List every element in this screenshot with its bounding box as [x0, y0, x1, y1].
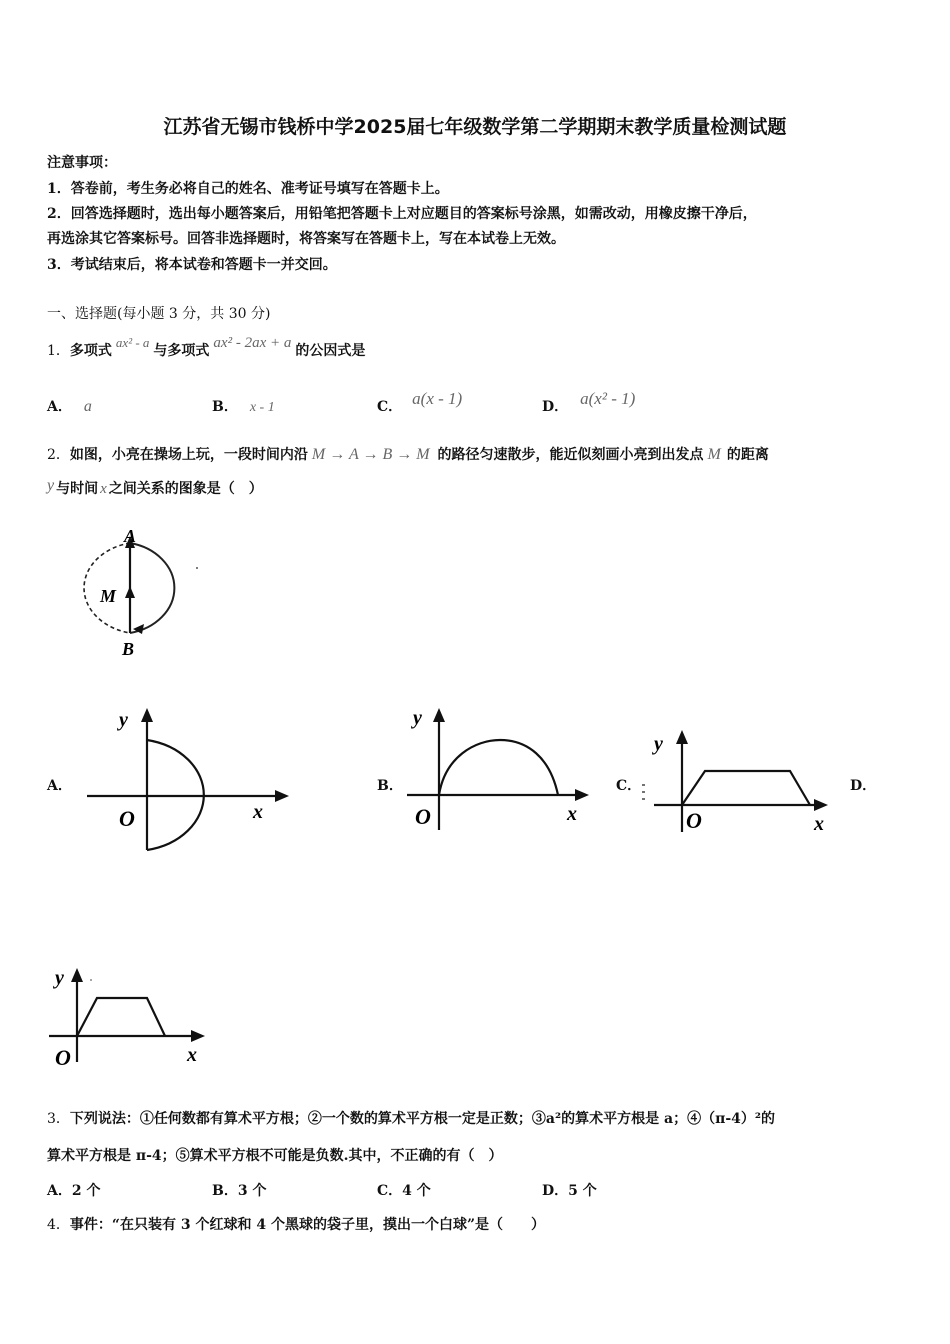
arch-curve [439, 740, 558, 795]
question-text: 之间关系的图象是（ ） [108, 481, 263, 497]
option-value: a(x² - 1) [580, 389, 636, 408]
question-text: 与多项式 [153, 343, 210, 359]
option-label: B． [212, 399, 238, 415]
x-axis-arrow-icon [575, 789, 589, 801]
option-label: D． [542, 1183, 569, 1199]
option-label: D． [542, 399, 569, 415]
notice-heading: 注意事项： [47, 155, 117, 171]
question-1 [47, 335, 366, 360]
question-text: 事件：“在只装有 3 个红球和 4 个黑球的袋子里，摸出一个白球”是（ ） [69, 1217, 546, 1233]
y-axis-label: y [654, 733, 663, 755]
dot-mark [90, 979, 92, 981]
option-b[interactable] [212, 396, 275, 416]
option-value: x - 1 [249, 400, 275, 415]
notice-item: 3．考试结束后，将本试卷和答题卡一并交回。 [47, 257, 337, 273]
arrow-up-icon [125, 586, 135, 598]
trapezoid-line [682, 771, 810, 805]
option-value: 4 个 [402, 1183, 431, 1199]
option-label: A． [47, 399, 72, 415]
math-expression: ax² - 2ax + a [213, 335, 292, 351]
option-c[interactable] [377, 389, 463, 416]
option-d[interactable] [542, 1180, 597, 1200]
question-text: 与时间 [56, 481, 99, 497]
notice-item: 2．回答选择题时，选出每小题答案后，用铅笔把答题卡上对应题目的答案标号涂黑，如需改动，用橡皮擦干净后， [47, 206, 757, 222]
graph-d[interactable] [45, 962, 215, 1070]
question-3-line2: 算术平方根是 π-4；⑤算术平方根不可能是负数.其中，不正确的有（ ） [47, 1148, 503, 1164]
origin-label: O [119, 806, 135, 831]
question-text: 的路径匀速散步，能近似刻画小亮到出发点 [437, 447, 704, 463]
graph-c[interactable] [640, 724, 840, 836]
x-axis-label: x [187, 1044, 197, 1066]
y-axis-label: y [55, 967, 64, 989]
option-value: 5 个 [568, 1183, 597, 1199]
dot-mark [196, 567, 198, 569]
x-axis-label: x [814, 813, 824, 835]
x-axis-label: x [253, 801, 263, 823]
variable-x: x [100, 481, 107, 497]
option-a[interactable]: A． [47, 778, 72, 794]
option-c[interactable] [377, 1180, 431, 1200]
x-axis-arrow-icon [191, 1030, 205, 1042]
question-number: 4． [47, 1217, 70, 1233]
option-label: B． [212, 1183, 238, 1199]
question-text: 下列说法：①任何数都有算术平方根；②一个数的算术平方根一定是正数；③a²的算术平方根是 a；④（π-4）²的 [69, 1111, 775, 1127]
x-axis-label: x [567, 803, 577, 825]
point-label: M [707, 446, 721, 463]
question-text: 如图，小亮在操场上玩，一段时间内沿 [69, 447, 308, 463]
option-label: A． [47, 1183, 72, 1199]
option-label: C． [377, 399, 403, 415]
question-text: 的距离 [726, 447, 769, 463]
x-axis-arrow-icon [275, 790, 289, 802]
option-d[interactable]: D． [850, 778, 877, 794]
option-a[interactable] [47, 396, 92, 416]
question-number: 3． [47, 1111, 70, 1127]
question-3 [47, 1108, 775, 1128]
variable-y: y [47, 477, 55, 494]
solid-arc [130, 543, 174, 633]
origin-label: O [686, 808, 702, 833]
question-number: 2． [47, 447, 70, 463]
question-2 [47, 444, 769, 464]
option-d[interactable] [542, 389, 636, 416]
section-heading: 一、选择题(每小题 3 分，共 30 分) [47, 306, 271, 322]
option-value: 3 个 [237, 1183, 267, 1199]
point-a-label: A [124, 528, 137, 546]
question-text: 多项式 [69, 343, 112, 359]
option-b[interactable] [212, 1180, 266, 1200]
option-value: a [83, 398, 92, 415]
question-2-line2 [47, 478, 263, 498]
graph-a[interactable] [85, 702, 295, 852]
y-axis-arrow-icon [676, 730, 688, 744]
point-b-label: B [122, 639, 135, 659]
notice-item: 再选涂其它答案标号。回答非选择题时，将答案写在答题卡上，写在本试卷上无效。 [47, 231, 565, 247]
trapezoid-line [77, 998, 165, 1036]
question-4 [47, 1214, 545, 1234]
point-m-label: M [100, 586, 117, 606]
origin-label: O [415, 804, 431, 829]
option-value: 2 个 [71, 1183, 101, 1199]
option-c[interactable]: C． [616, 778, 642, 794]
x-axis-arrow-icon [814, 799, 828, 811]
y-axis-label: y [119, 709, 128, 731]
math-expression: ax² - a [115, 335, 150, 350]
option-a[interactable] [47, 1180, 101, 1200]
option-b[interactable]: B． [377, 778, 403, 794]
origin-label: O [55, 1045, 71, 1070]
y-axis-arrow-icon [141, 708, 153, 722]
path-expression: M → A → B → M [311, 446, 430, 463]
y-axis-arrow-icon [433, 708, 445, 722]
path-figure [60, 528, 210, 660]
question-text: 的公因式是 [295, 343, 366, 359]
option-value: a(x - 1) [412, 389, 463, 408]
y-axis-arrow-icon [71, 968, 83, 982]
page-title: 江苏省无锡市钱桥中学2025届七年级数学第二学期期末教学质量检测试题 [163, 116, 787, 138]
notice-item: 1．答卷前，考生务必将自己的姓名、准考证号填写在答题卡上。 [47, 181, 449, 197]
option-label: C． [377, 1183, 403, 1199]
question-number: 1． [47, 343, 70, 359]
y-axis-label: y [413, 707, 422, 729]
graph-b[interactable] [405, 702, 595, 832]
